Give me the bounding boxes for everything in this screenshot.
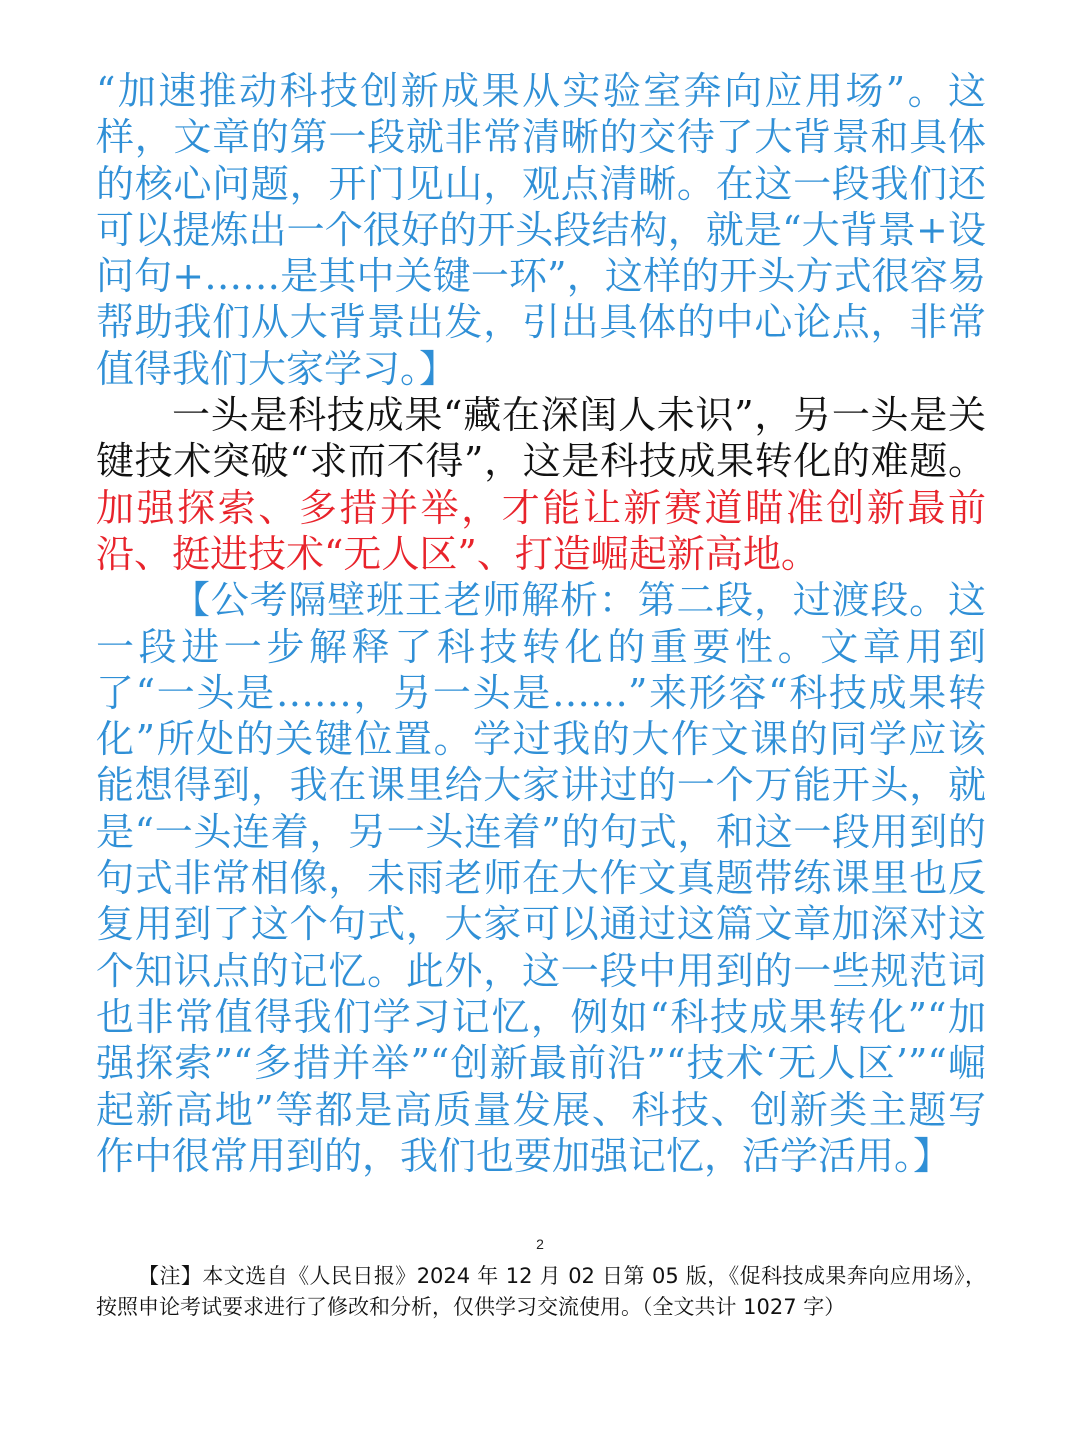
article-text-black: 一头是科技成果“藏在深闺人未识”，另一头是关键技术突破“求而不得”，这是科技成果转化的难题。	[96, 393, 986, 484]
document-body	[96, 68, 986, 1179]
analysis-paragraph-1: “加速推动科技创新成果从实验室奔向应用场”。这样，文章的第一段就非常清晰的交待了大背景和具体的核心问题，开门见山，观点清晰。在这一段我们还可以提炼出一个很好的开头段结构，就是“大背景+设问句+……是其中关键一环”，这样的开头方式很容易帮助我们从大背景出发，引出具体的中心论点，非常值得我们大家学习。】	[96, 69, 986, 391]
page-number: 2	[536, 1236, 544, 1252]
analysis-paragraph-2: 【公考隔壁班王老师解析：第二段，过渡段。这一段进一步解释了科技转化的重要性。文章用到了“一头是……，另一头是……”来形容“科技成果转化”所处的关键位置。学过我的大作文课的同学应该能想得到，我在课里给大家讲过的一个万能开头，就是“一头连着，另一头连着”的句式，和这一段用到的句式非常相像，未雨老师在大作文真题带练课里也反复用到了这个句式，大家可以通过这篇文章加深对这个知识点的记忆。此外，这一段中用到的一些规范词也非常值得我们学习记忆，例如“科技成果转化”“加强探索”“多措并举”“创新最前沿”“技术‘无人区’”“崛起新高地”等都是高质量发展、科技、创新类主题写作中很常用到的，我们也要加强记忆，活学活用。】	[96, 578, 986, 1178]
article-paragraph-2	[96, 392, 986, 577]
article-text-red-highlight: 加强探索、多措并举，才能让新赛道瞄准创新最前沿、挺进技术“无人区”、打造崛起新高地。	[96, 485, 986, 576]
source-note: 【注】本文选自《人民日报》2024 年 12 月 02 日第 05 版，《促科技成果奔向应用场》，按照申论考试要求进行了修改和分析，仅供学习交流使用。（全文共计 1027 字）	[96, 1264, 986, 1319]
